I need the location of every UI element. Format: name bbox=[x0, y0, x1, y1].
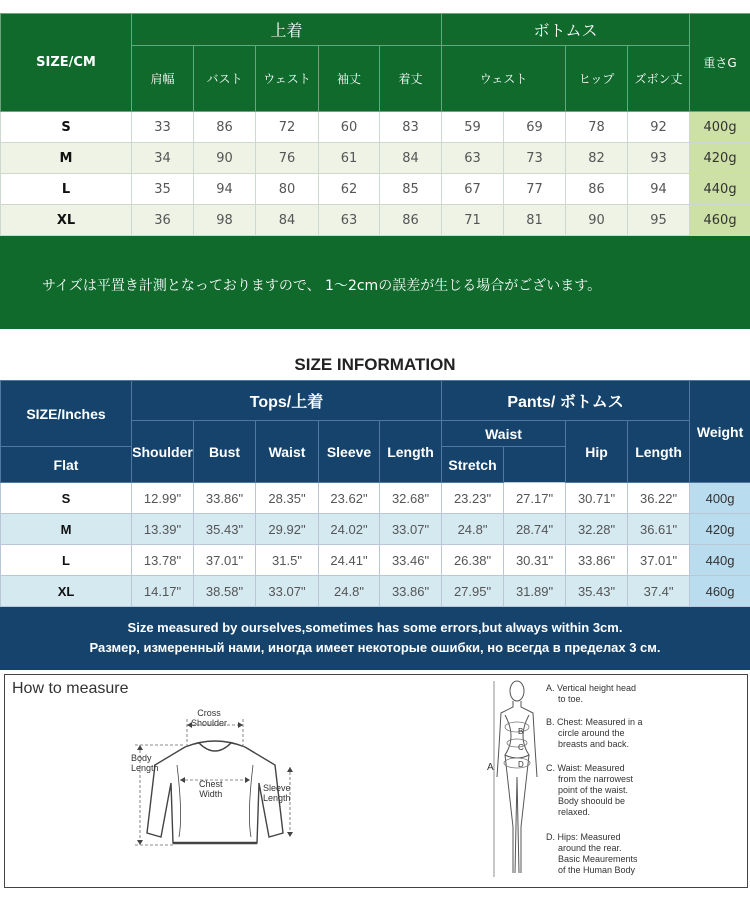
table-cell: 14.17" bbox=[132, 576, 194, 607]
table-cell: 85 bbox=[380, 174, 442, 205]
table-cell: 90 bbox=[194, 143, 256, 174]
size-label: L bbox=[1, 545, 132, 576]
table-cell: 93 bbox=[628, 143, 690, 174]
table-cell: 78 bbox=[566, 112, 628, 143]
table-row bbox=[1, 112, 750, 143]
step-line: to toe. bbox=[558, 694, 584, 704]
column-header: 袖丈 bbox=[319, 46, 380, 112]
step-line: Basic Meaurements bbox=[558, 854, 638, 864]
step-line: B. Chest: Measured in a bbox=[546, 717, 643, 727]
size-table-inches bbox=[0, 380, 750, 607]
label-line: Chest bbox=[199, 779, 223, 789]
how-to-measure-title: How to measure bbox=[12, 680, 129, 697]
table-cell: 33.07" bbox=[256, 576, 319, 607]
size-label: XL bbox=[1, 576, 132, 607]
table-cell: 36 bbox=[132, 205, 194, 236]
table-cell: 34 bbox=[132, 143, 194, 174]
table-cell: 33.46" bbox=[380, 545, 442, 576]
table-cell: 13.78" bbox=[132, 545, 194, 576]
table-cell: 32.28" bbox=[566, 514, 628, 545]
table-row bbox=[1, 514, 750, 545]
table-cell: 69 bbox=[504, 112, 566, 143]
table-cell: 94 bbox=[194, 174, 256, 205]
table-cell: 29.92" bbox=[256, 514, 319, 545]
table-row bbox=[1, 483, 750, 514]
table-cell: 33.86" bbox=[566, 545, 628, 576]
label-line: Length bbox=[263, 793, 291, 803]
tops-header: Tops/上着 bbox=[132, 381, 442, 421]
table-cell: 81 bbox=[504, 205, 566, 236]
table-cell: 37.01" bbox=[194, 545, 256, 576]
figure-mark-c: C bbox=[518, 743, 524, 752]
table-cell: 63 bbox=[319, 205, 380, 236]
table-cell: 24.8" bbox=[319, 576, 380, 607]
weight-cell: 420g bbox=[690, 514, 750, 545]
step-line: D. Hips: Measured bbox=[546, 832, 621, 842]
size-chart-inches bbox=[0, 380, 750, 670]
column-header: 着丈 bbox=[380, 46, 442, 112]
size-label: S bbox=[1, 483, 132, 514]
human-body-diagram-icon bbox=[491, 677, 541, 883]
column-header: ズボン丈 bbox=[628, 46, 690, 112]
table-row bbox=[1, 545, 750, 576]
table-cell: 37.01" bbox=[628, 545, 690, 576]
table-cell: 27.95" bbox=[442, 576, 504, 607]
table-cell: 24.8" bbox=[442, 514, 504, 545]
table-cell: 36.61" bbox=[628, 514, 690, 545]
waist-header: Waist bbox=[442, 421, 566, 447]
table-cell: 33.86" bbox=[194, 483, 256, 514]
column-header: Stretch bbox=[442, 447, 504, 483]
table-cell: 77 bbox=[504, 174, 566, 205]
weight-cell: 440g bbox=[690, 545, 750, 576]
label-line: Body bbox=[131, 753, 152, 763]
measure-step-d bbox=[546, 832, 638, 876]
table-cell: 38.58" bbox=[194, 576, 256, 607]
column-header: ヒップ bbox=[566, 46, 628, 112]
size-label: M bbox=[1, 143, 132, 174]
size-header: SIZE/CM bbox=[1, 14, 132, 112]
step-line: of the Human Body bbox=[558, 865, 636, 875]
figure-mark-b: B bbox=[518, 727, 524, 736]
weight-cell: 400g bbox=[690, 112, 750, 143]
table-cell: 98 bbox=[194, 205, 256, 236]
column-header: Sleeve bbox=[319, 421, 380, 483]
how-to-measure-panel bbox=[4, 674, 748, 888]
table-cell: 35.43" bbox=[194, 514, 256, 545]
weight-header: Weight bbox=[690, 381, 750, 483]
weight-cell: 460g bbox=[690, 576, 750, 607]
table-row bbox=[1, 576, 750, 607]
size-chart-cm bbox=[0, 13, 750, 329]
measure-step-b bbox=[546, 717, 643, 750]
measure-step-a bbox=[546, 683, 636, 705]
column-header: ウェスト bbox=[256, 46, 319, 112]
table-cell: 28.35" bbox=[256, 483, 319, 514]
table-cell: 62 bbox=[319, 174, 380, 205]
weight-header: 重さG bbox=[690, 14, 750, 112]
table-cell: 23.62" bbox=[319, 483, 380, 514]
column-header: ウェスト bbox=[442, 46, 566, 112]
table-cell: 26.38" bbox=[442, 545, 504, 576]
weight-cell: 460g bbox=[690, 205, 750, 236]
table-cell: 27.17" bbox=[504, 483, 566, 514]
step-line: Body shoould be bbox=[558, 796, 626, 806]
table-cell: 83 bbox=[380, 112, 442, 143]
sleeve-length-label bbox=[263, 783, 291, 803]
measurement-note-english: Size measured by ourselves,sometimes has some errors,but always within 3cm. bbox=[127, 620, 623, 635]
table-cell: 37.4" bbox=[628, 576, 690, 607]
table-cell: 92 bbox=[628, 112, 690, 143]
measurement-note bbox=[0, 606, 750, 670]
table-cell: 94 bbox=[628, 174, 690, 205]
column-header: Flat bbox=[1, 447, 132, 483]
table-cell: 35 bbox=[132, 174, 194, 205]
measure-step-c bbox=[546, 763, 633, 818]
step-line: circle around the bbox=[558, 728, 625, 738]
column-header: Bust bbox=[194, 421, 256, 483]
table-cell: 86 bbox=[380, 205, 442, 236]
table-cell: 84 bbox=[256, 205, 319, 236]
column-header: Shoulder bbox=[132, 421, 194, 483]
pants-header: Pants/ ボトムス bbox=[442, 381, 690, 421]
column-header: バスト bbox=[194, 46, 256, 112]
tops-header: 上着 bbox=[132, 14, 442, 46]
step-line: C. Waist: Measured bbox=[546, 763, 625, 773]
table-cell: 31.5" bbox=[256, 545, 319, 576]
label-line: Width bbox=[199, 789, 223, 799]
cross-shoulder-label bbox=[191, 708, 227, 728]
label-line: Length bbox=[131, 763, 159, 773]
column-header: 肩幅 bbox=[132, 46, 194, 112]
table-cell: 61 bbox=[319, 143, 380, 174]
size-label: XL bbox=[1, 205, 132, 236]
table-cell: 35.43" bbox=[566, 576, 628, 607]
table-cell: 12.99" bbox=[132, 483, 194, 514]
table-cell: 30.71" bbox=[566, 483, 628, 514]
table-cell: 71 bbox=[442, 205, 504, 236]
label-line: Shoulder bbox=[191, 718, 228, 728]
column-header: Length bbox=[628, 421, 690, 483]
weight-cell: 440g bbox=[690, 174, 750, 205]
table-cell: 33.07" bbox=[380, 514, 442, 545]
column-header: Length bbox=[380, 421, 442, 483]
step-line: breasts and back. bbox=[558, 739, 630, 749]
step-line: from the narrowest bbox=[558, 774, 634, 784]
table-cell: 31.89" bbox=[504, 576, 566, 607]
label-line: Cross bbox=[197, 708, 221, 718]
table-cell: 33 bbox=[132, 112, 194, 143]
weight-cell: 400g bbox=[690, 483, 750, 514]
column-header: Waist bbox=[256, 421, 319, 483]
step-line: A. Vertical height head bbox=[546, 683, 637, 693]
table-cell: 60 bbox=[319, 112, 380, 143]
step-line: point of the waist. bbox=[558, 785, 629, 795]
table-cell: 32.68" bbox=[380, 483, 442, 514]
size-header: SIZE/Inches bbox=[1, 381, 132, 447]
measurement-note-russian: Размер, измеренный нами, иногда имеет некоторые ошибки, но всегда в пределах 3 см. bbox=[89, 640, 661, 655]
figure-mark-d: D bbox=[518, 760, 524, 769]
size-label: S bbox=[1, 112, 132, 143]
size-label: M bbox=[1, 514, 132, 545]
table-cell: 90 bbox=[566, 205, 628, 236]
table-cell: 73 bbox=[504, 143, 566, 174]
table-cell: 33.86" bbox=[380, 576, 442, 607]
label-line: Sleeve bbox=[263, 783, 291, 793]
body-length-label bbox=[131, 753, 159, 773]
measurement-note-text: サイズは平置き計測となっておりますので、 1～2cmの誤差が生じる場合がございます。 bbox=[42, 278, 602, 294]
weight-cell: 420g bbox=[690, 143, 750, 174]
table-cell: 24.41" bbox=[319, 545, 380, 576]
table-cell: 13.39" bbox=[132, 514, 194, 545]
table-cell: 76 bbox=[256, 143, 319, 174]
measurement-note bbox=[0, 241, 750, 329]
table-cell: 24.02" bbox=[319, 514, 380, 545]
size-label: L bbox=[1, 174, 132, 205]
table-cell: 59 bbox=[442, 112, 504, 143]
step-line: around the rear. bbox=[558, 843, 622, 853]
table-cell: 84 bbox=[380, 143, 442, 174]
size-table-cm bbox=[0, 13, 750, 236]
table-cell: 72 bbox=[256, 112, 319, 143]
size-information-title: SIZE INFORMATION bbox=[294, 355, 456, 374]
figure-mark-a: A bbox=[487, 762, 494, 773]
table-row bbox=[1, 143, 750, 174]
table-cell: 23.23" bbox=[442, 483, 504, 514]
bottoms-header: ボトムス bbox=[442, 14, 690, 46]
table-cell: 86 bbox=[566, 174, 628, 205]
table-row bbox=[1, 174, 750, 205]
table-cell: 86 bbox=[194, 112, 256, 143]
step-line: relaxed. bbox=[558, 807, 591, 817]
table-row bbox=[1, 205, 750, 236]
chest-width-label bbox=[199, 779, 223, 799]
table-cell: 67 bbox=[442, 174, 504, 205]
column-header: Hip bbox=[566, 421, 628, 483]
table-cell: 80 bbox=[256, 174, 319, 205]
table-cell: 95 bbox=[628, 205, 690, 236]
table-cell: 82 bbox=[566, 143, 628, 174]
table-cell: 63 bbox=[442, 143, 504, 174]
table-cell: 30.31" bbox=[504, 545, 566, 576]
table-cell: 36.22" bbox=[628, 483, 690, 514]
table-cell: 28.74" bbox=[504, 514, 566, 545]
